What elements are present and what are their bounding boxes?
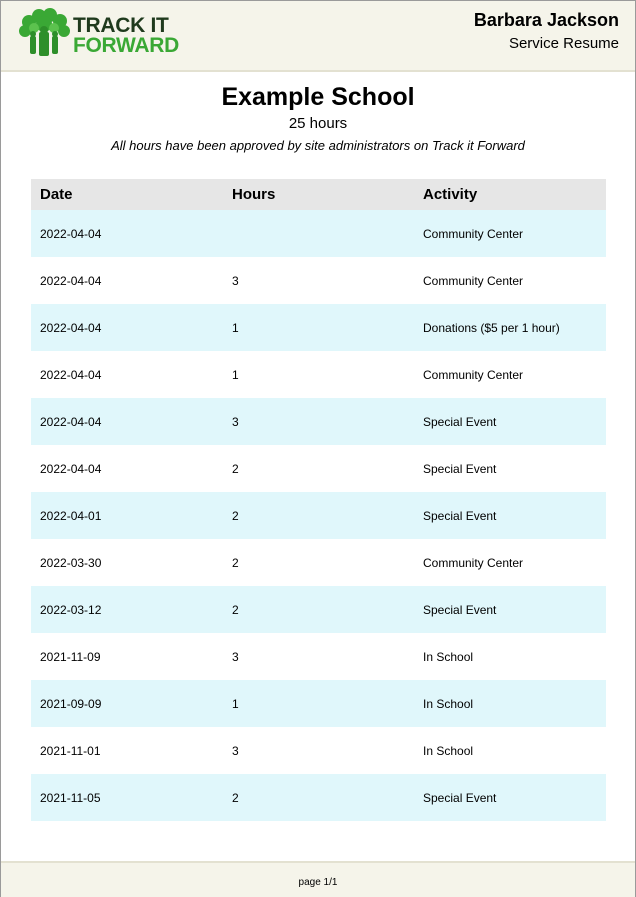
cell-activity: Community Center bbox=[414, 351, 606, 398]
logo-line-2: FORWARD bbox=[73, 34, 180, 57]
cell-activity: Community Center bbox=[414, 257, 606, 304]
table-row bbox=[31, 398, 606, 445]
volunteer-name: Barbara Jackson bbox=[473, 10, 619, 30]
table-row bbox=[31, 351, 606, 398]
cell-hours: 3 bbox=[223, 633, 414, 680]
cell-hours: 1 bbox=[223, 680, 414, 727]
cell-activity: Special Event bbox=[414, 398, 606, 445]
cell-date: 2021-11-01 bbox=[31, 727, 223, 774]
cell-activity: Community Center bbox=[414, 539, 606, 586]
cell-date: 2022-03-12 bbox=[31, 586, 223, 633]
cell-hours: 2 bbox=[223, 774, 414, 821]
cell-date: 2021-11-05 bbox=[31, 774, 223, 821]
cell-hours: 2 bbox=[223, 586, 414, 633]
cell-activity: Special Event bbox=[414, 492, 606, 539]
cell-activity: In School bbox=[414, 633, 606, 680]
table-row bbox=[31, 680, 606, 727]
cell-hours: 3 bbox=[223, 727, 414, 774]
school-summary bbox=[1, 82, 635, 157]
cell-date: 2022-04-04 bbox=[31, 398, 223, 445]
hours-table bbox=[31, 179, 606, 821]
footer-bar bbox=[1, 861, 635, 897]
column-header-date: Date bbox=[31, 179, 223, 210]
table-row bbox=[31, 539, 606, 586]
total-hours: 25 hours bbox=[288, 115, 348, 132]
cell-activity: Special Event bbox=[414, 586, 606, 633]
approval-note: All hours have been approved by site administrators on Track it Forward bbox=[111, 138, 525, 153]
cell-date: 2022-04-04 bbox=[31, 210, 223, 257]
table-row bbox=[31, 445, 606, 492]
cell-date: 2021-11-09 bbox=[31, 633, 223, 680]
cell-hours: 3 bbox=[223, 257, 414, 304]
cell-activity: Special Event bbox=[414, 774, 606, 821]
table-header-row bbox=[31, 179, 606, 210]
cell-hours: 2 bbox=[223, 492, 414, 539]
cell-date: 2021-09-09 bbox=[31, 680, 223, 727]
table-row bbox=[31, 492, 606, 539]
page-number: page 1/1 bbox=[298, 877, 338, 888]
table-row bbox=[31, 257, 606, 304]
logo-line-1: TRACK IT bbox=[73, 14, 169, 37]
table-body bbox=[31, 210, 606, 821]
cell-hours: 1 bbox=[223, 304, 414, 351]
cell-hours: 2 bbox=[223, 539, 414, 586]
track-it-forward-logo bbox=[17, 8, 187, 58]
cell-hours bbox=[223, 210, 414, 257]
cell-date: 2022-04-01 bbox=[31, 492, 223, 539]
cell-date: 2022-04-04 bbox=[31, 304, 223, 351]
table-row bbox=[31, 586, 606, 633]
cell-hours: 2 bbox=[223, 445, 414, 492]
table-row bbox=[31, 210, 606, 257]
cell-date: 2022-03-30 bbox=[31, 539, 223, 586]
cell-hours: 1 bbox=[223, 351, 414, 398]
tree-logo-icon bbox=[17, 8, 71, 58]
cell-activity: Special Event bbox=[414, 445, 606, 492]
table-row bbox=[31, 774, 606, 821]
cell-date: 2022-04-04 bbox=[31, 257, 223, 304]
table-row bbox=[31, 633, 606, 680]
column-header-hours: Hours bbox=[223, 179, 414, 210]
cell-activity: In School bbox=[414, 727, 606, 774]
cell-date: 2022-04-04 bbox=[31, 445, 223, 492]
table-row bbox=[31, 727, 606, 774]
column-header-activity: Activity bbox=[414, 179, 606, 210]
header-bar bbox=[1, 1, 635, 72]
cell-activity: Donations ($5 per 1 hour) bbox=[414, 304, 606, 351]
cell-hours: 3 bbox=[223, 398, 414, 445]
document-subtitle: Service Resume bbox=[508, 35, 619, 52]
cell-activity: In School bbox=[414, 680, 606, 727]
school-name: Example School bbox=[221, 83, 415, 111]
cell-activity: Community Center bbox=[414, 210, 606, 257]
logo-wordmark bbox=[73, 16, 179, 56]
table-row bbox=[31, 304, 606, 351]
cell-date: 2022-04-04 bbox=[31, 351, 223, 398]
